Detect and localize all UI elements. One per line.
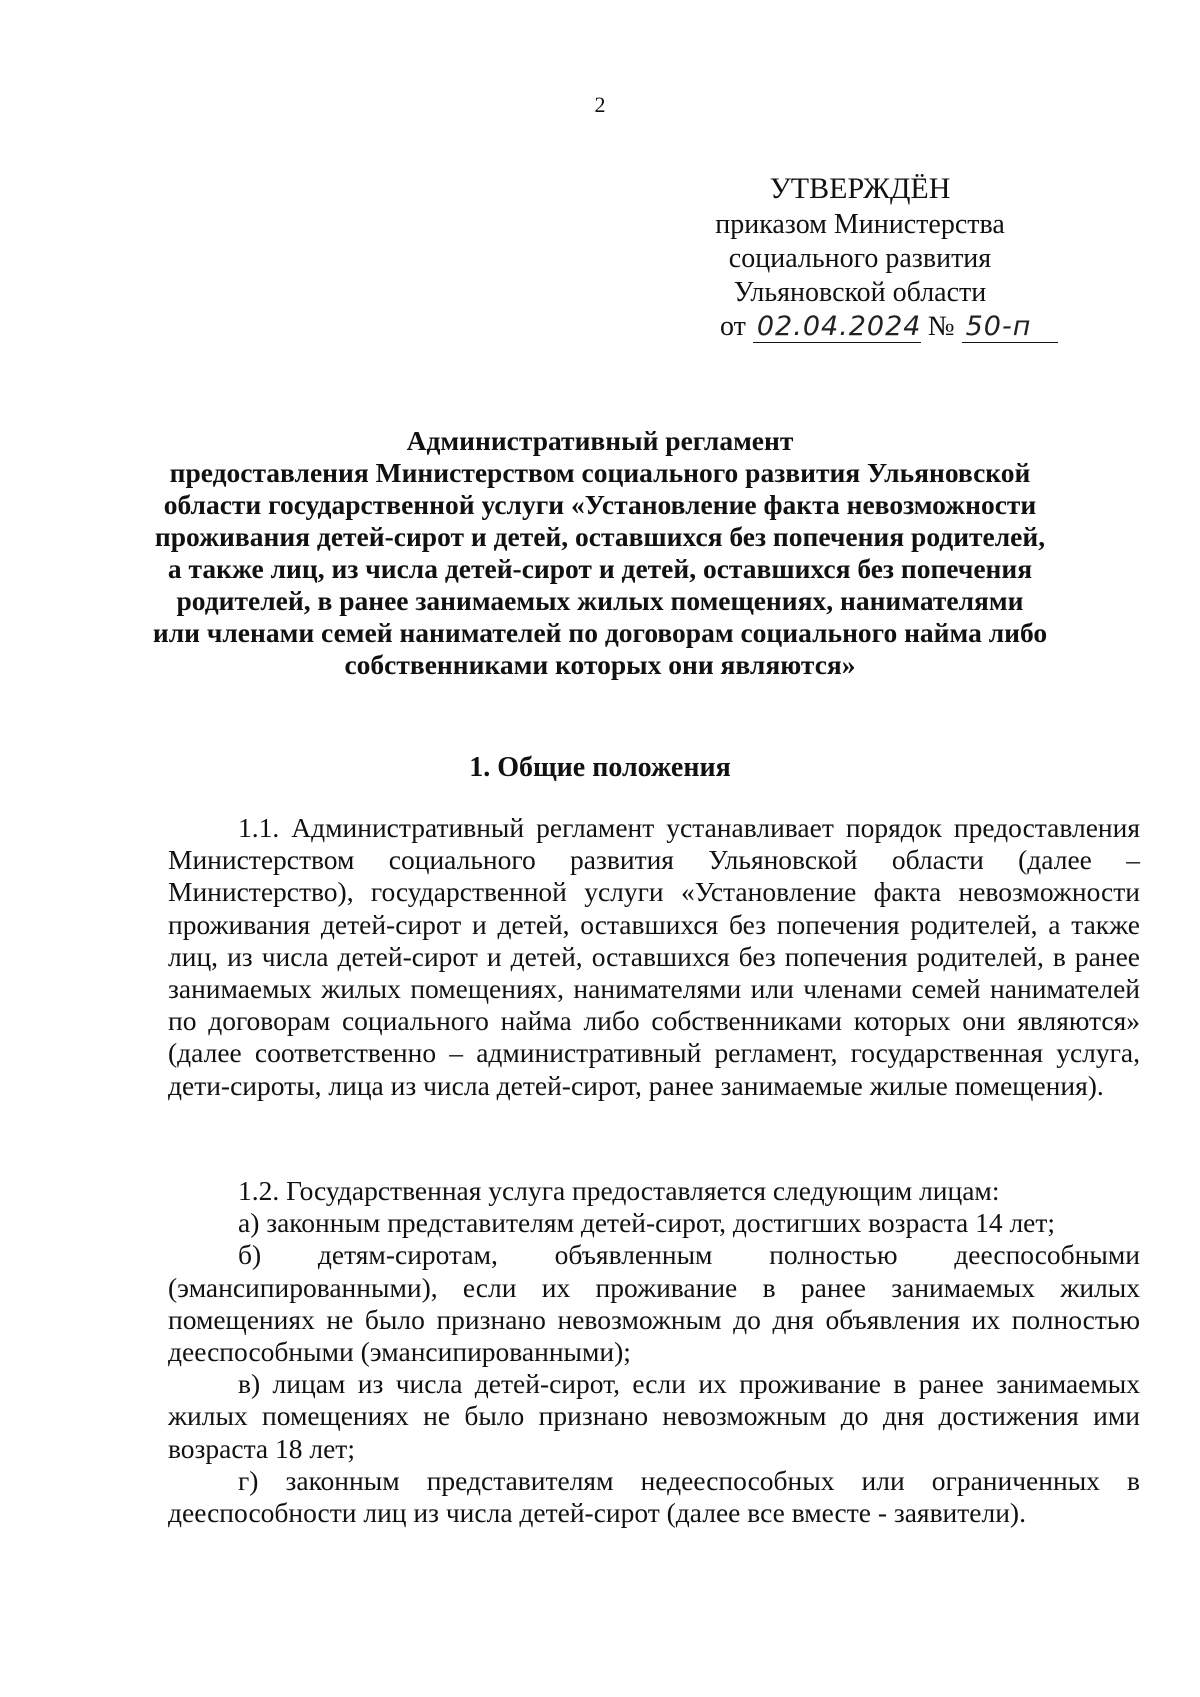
order-date-number-line [680, 310, 1040, 344]
paragraph-1-1-block [168, 812, 1140, 1102]
title-line: предоставления Министерством социального развития Ульяновской [169, 457, 1031, 488]
document-title [150, 425, 1050, 681]
order-date-handwritten: 02.04.2024 [753, 312, 921, 343]
approval-stamp-block [680, 172, 1040, 344]
page-number: 2 [594, 92, 606, 117]
paragraph-1-2-block [168, 1175, 1140, 1529]
title-line: Административный регламент [406, 425, 794, 456]
approval-line-1: приказом Министерства [715, 209, 1005, 240]
order-number-handwritten: 50-п [962, 312, 1058, 343]
title-line: собственниками которых они являются» [344, 649, 856, 680]
paragraph-1-2: 1.2. Государственная услуга предоставляется следующим лицам: [238, 1175, 1000, 1206]
approval-heading: УТВЕРЖДЁН [769, 172, 951, 205]
list-item-g: г) законным представителям недееспособных или ограниченных в дееспособности лиц из числа детей-сирот (далее все вместе - заявители). [168, 1464, 1140, 1529]
title-line: области государственной услуги «Установление факта невозможности [163, 489, 1037, 520]
title-line: или членами семей нанимателей по договорам социального найма либо [152, 617, 1048, 648]
section-heading: 1. Общие положения [469, 752, 731, 783]
from-label: от [720, 311, 746, 342]
list-item-v: в) лицам из числа детей-сирот, если их проживание в ранее занимаемых жилых помещениях не было признано невозможным до дня достижения ими возраста 18 лет; [168, 1368, 1140, 1464]
approval-line-2: социального развития [728, 243, 992, 274]
title-line: а также лиц, из числа детей-сирот и детей, оставшихся без попечения [167, 553, 1033, 584]
paragraph-1-1: 1.1. Административный регламент устанавливает порядок предоставления Министерством социального развития Ульяновской области (далее – Министерство), государственной услуги «Установление факта невозможности проживания детей-сирот и детей, оставшихся без попечения родителей, а также лиц, из числа детей-сирот и детей, оставшихся без попечения родителей, в ранее занимаемых жилых помещениях, нанимателями или членами семей нанимателей по договорам социального найма либо собственниками которых они являются» (далее соответственно – административный регламент, государственная услуга, дети-сироты, лица из числа детей-сирот, ранее занимаемые жилые помещения). [168, 812, 1140, 1101]
number-sign: № [927, 311, 955, 342]
list-item-a: а) законным представителям детей-сирот, достигших возраста 14 лет; [238, 1207, 1056, 1239]
title-line: родителей, в ранее занимаемых жилых помещениях, нанимателями [176, 585, 1024, 616]
approval-line-3: Ульяновской области [733, 277, 987, 308]
title-line: проживания детей-сирот и детей, оставшихся без попечения родителей, [154, 521, 1046, 552]
list-item-b: б) детям-сиротам, объявленным полностью дееспособными (эмансипированными), если их проживание в ранее занимаемых жилых помещениях не было признано невозможным до дня объявления их полностью дееспособными (эмансипированными); [168, 1239, 1140, 1368]
